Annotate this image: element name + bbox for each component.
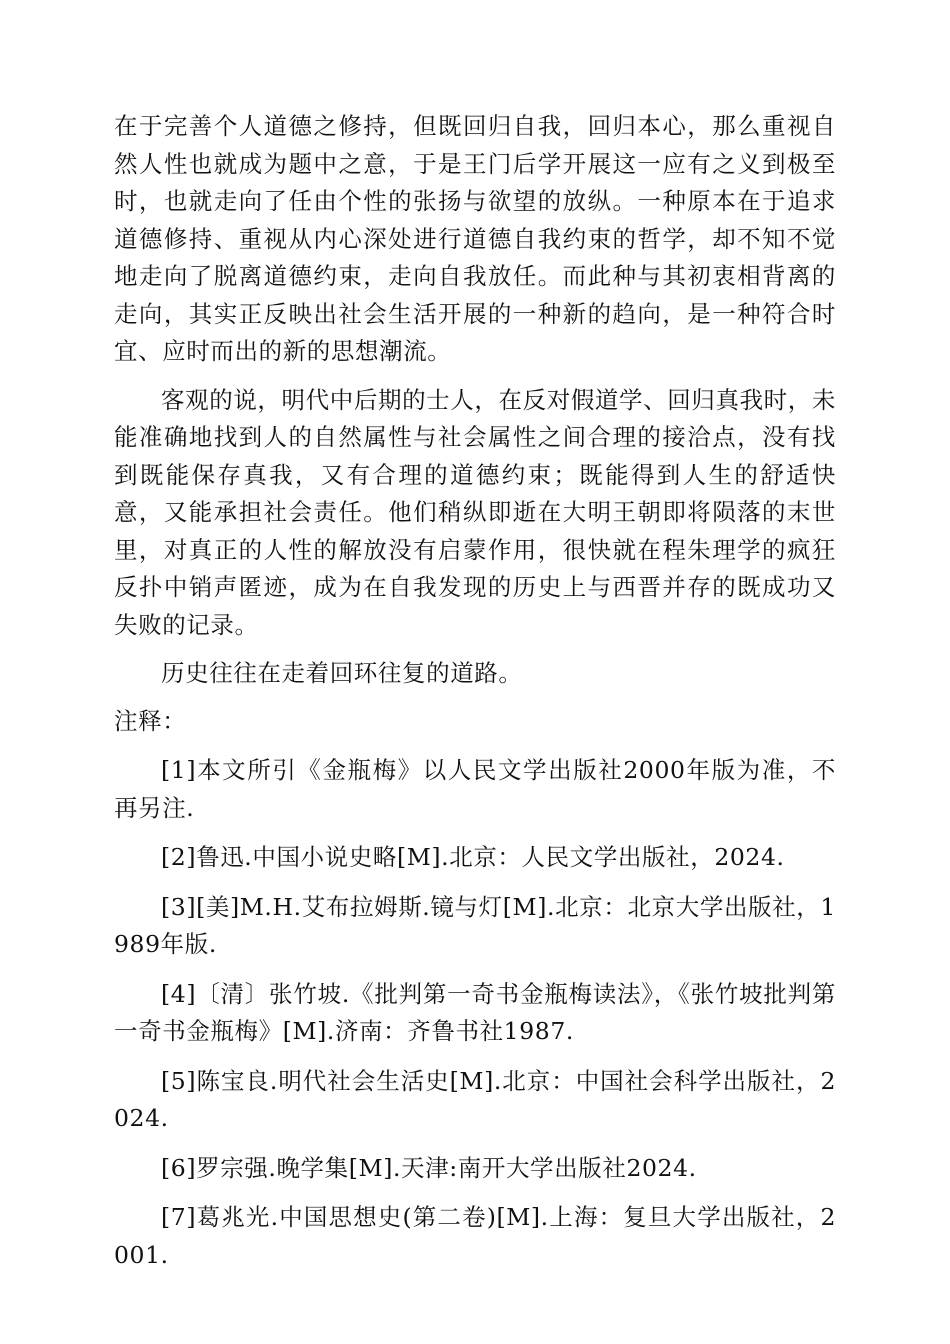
note-item-2: [2]鲁迅.中国小说史略[M].北京：人民文学出版社，2024.	[161, 843, 785, 871]
note-item-6: [6]罗宗强.晚学集[M].天津:南开大学出版社2024.	[161, 1153, 697, 1182]
note-item-1: [1]本文所引《金瓶梅》以人民文学出版社2000年版为准，不再另注.	[114, 756, 836, 822]
body-paragraph-2: 客观的说，明代中后期的士人，在反对假道学、回归真我时，未能准确地找到人的自然属性与社会属性之间合理的接洽点，没有找到既能保存真我，又有合理的道德约束；既能得到人生的舒适快意，又能承担社会责任。他们稍纵即逝在大明王朝即将陨落的末世里，对真正的人性的解放没有启蒙作用，很快就在程朱理学的疯狂反扑中销声匿迹，成为在自我发现的历史上与西晋并存的既成功又失败的记录。	[114, 385, 836, 639]
body-paragraph-1: 在于完善个人道德之修持，但既回归自我，回归本心，那么重视自然人性也就成为题中之意，于是王门后学开展这一应有之义到极至时，也就走向了任由个性的张扬与欲望的放纵。一种原本在于追求道德修持、重视从内心深处进行道德自我约束的哲学，却不知不觉地走向了脱离道德约束，走向自我放任。而此种与其初衷相背离的走向，其实正反映出社会生活开展的一种新的趋向，是一种符合时宜、应时而出的新的思想潮流。	[114, 112, 836, 365]
notes-list	[114, 752, 836, 1274]
notes-heading: 注释：	[114, 706, 187, 735]
note-item-5: [5]陈宝良.明代社会生活史[M].北京：中国社会科学出版社，2024.	[114, 1066, 836, 1132]
body-paragraph-3: 历史往往在走着回环往复的道路。	[161, 659, 523, 687]
document-body	[114, 108, 836, 1274]
note-item-4: [4]〔清〕张竹坡.《批判第一奇书金瓶梅读法》，《张竹坡批判第一奇书金瓶梅》[M].济南：齐鲁书社1987.	[114, 979, 836, 1045]
note-item-3: [3][美]M.H.艾布拉姆斯.镜与灯[M].北京：北京大学出版社，1989年版.	[114, 892, 836, 958]
note-item-7: [7]葛兆光.中国思想史(第二卷)[M].上海：复旦大学出版社，2001.	[114, 1203, 836, 1269]
